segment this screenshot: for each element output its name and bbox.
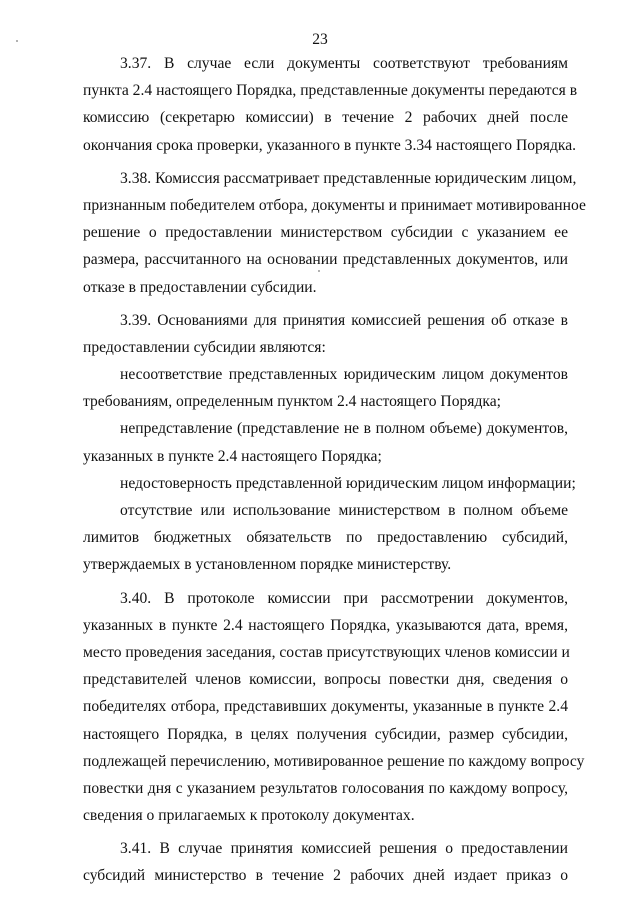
text-line: требованиям, определенным пунктом 2.4 настоящего Порядка;: [83, 393, 501, 411]
text-line: пункта 2.4 настоящего Порядка, представленные документы передаются в: [83, 82, 578, 100]
text-line: 3.39. Основаниями для принятия комиссией решения об отказе в: [120, 311, 568, 329]
text-line: указанных в пункте 2.4 настоящего Порядка;: [83, 447, 382, 465]
text-line: представителей членов комиссии, вопросы повестки дня, сведения о: [83, 671, 568, 689]
text-line: 3.41. В случае принятия комиссией решения о предоставлении: [120, 840, 568, 858]
text-line: несоответствие представленных юридическим лицом документов: [120, 366, 568, 384]
text-line: непредставление (представление не в полном объеме) документов,: [120, 420, 568, 438]
paragraph-3-41: [83, 835, 568, 889]
text-line: признанным победителем отбора, документы и принимает мотивированное: [83, 196, 586, 214]
text-line: размера, рассчитанного на основании представленных документов, или: [83, 251, 568, 269]
list-item-2: [83, 415, 568, 469]
text-line: 3.37. В случае если документы соответствуют требованиям: [120, 55, 568, 72]
text-line: сведения о прилагаемых к протоколу документах.: [83, 807, 415, 825]
list-item-1: [83, 361, 568, 415]
list-item-4: [83, 497, 568, 579]
paragraph-3-40: [83, 585, 585, 830]
text-line: место проведения заседания, состав присутствующих членов комиссии и: [83, 643, 570, 661]
text-line: отказе в предоставлении субсидии.: [83, 278, 317, 296]
text-line: субсидий министерство в течение 2 рабочих дней издает приказ о: [83, 867, 568, 885]
paragraph-3-39: [83, 307, 568, 361]
text-line: подлежащей перечислению, мотивированное решение по каждому вопросу: [83, 752, 585, 770]
text-line: решение о предоставлении министерством субсидии с указанием ее: [83, 224, 568, 242]
list-item-3: [83, 470, 576, 497]
text-line: предоставлении субсидии являются:: [83, 338, 326, 356]
text-line: комиссию (секретарю комиссии) в течение 2 рабочих дней после: [83, 109, 568, 127]
text-line: лимитов бюджетных обязательств по предоставлению субсидий,: [83, 529, 568, 547]
text-line: повестки дня с указанием результатов голосования по каждому вопросу,: [83, 779, 568, 797]
document-body: [83, 50, 586, 890]
paragraph-3-38: [83, 165, 586, 301]
text-line: недостоверность представленной юридическим лицом информации;: [120, 474, 576, 492]
text-line: настоящего Порядка, в целях получения субсидии, размер субсидии,: [83, 725, 568, 743]
page-number: 23: [312, 31, 328, 48]
text-line: отсутствие или использование министерством в полном объеме: [120, 502, 568, 519]
text-line: окончания срока проверки, указанного в пункте 3.34 настоящего Порядка.: [83, 136, 577, 154]
text-line: 3.38. Комиссия рассматривает представленные юридическим лицом,: [120, 169, 577, 187]
text-line: победителях отбора, представивших документы, указанные в пункте 2.4: [83, 698, 568, 716]
text-line: указанных в пункте 2.4 настоящего Порядка, указываются дата, время,: [83, 616, 568, 634]
text-line: утверждаемых в установленном порядке министерству.: [83, 556, 452, 574]
paragraph-3-37: [83, 50, 578, 159]
text-line: 3.40. В протоколе комиссии при рассмотрении документов,: [120, 589, 568, 607]
